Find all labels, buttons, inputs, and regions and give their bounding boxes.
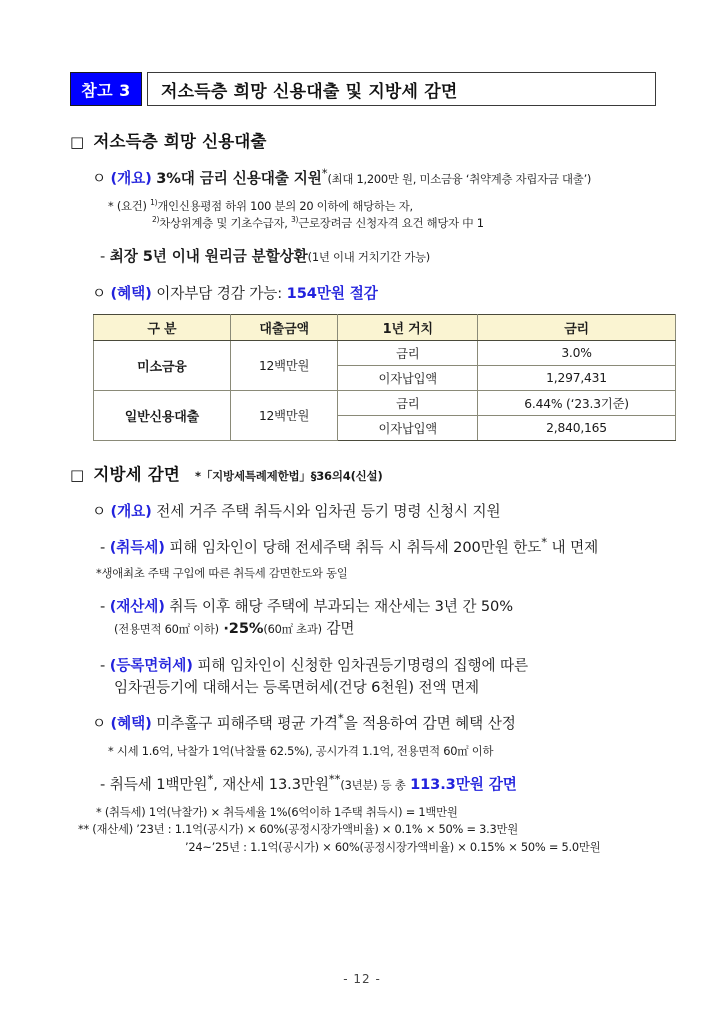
- total-text-c: (3년분) 등 총: [340, 778, 406, 793]
- section1-requirement-note-line1: [108, 198, 668, 215]
- table-cell-item-value: 2,840,165: [478, 415, 676, 440]
- total-footnote-2-text: ** (재산세) ’23년 : 1.1억(공시가) × 60%(공정시장가액비율) × 0.1% × 50% = 3.3만원: [78, 822, 518, 837]
- total-text-b: , 재산세 13.3만원: [213, 776, 329, 794]
- acquisition-tax-text-after: 내 면제: [551, 538, 599, 556]
- requirement-text-1: 개인신용평점 하위 100 분의 20 이하에 해당하는 자,: [157, 199, 413, 214]
- page-footer: [0, 972, 724, 986]
- acquisition-tax-label: (취득세): [109, 538, 165, 556]
- sup-marker-2: 2): [152, 215, 160, 225]
- section2-total: [100, 774, 670, 796]
- repayment-main: 최장 5년 이내 원리금 분할상환: [109, 248, 308, 266]
- section2-benefit-text-after: 을 적용하여 감면 혜택 산정: [343, 714, 516, 732]
- total-highlight: 113.3만원 감면: [410, 776, 517, 794]
- asterisk-marker: *: [207, 772, 214, 787]
- section2-benefit-label: (혜택): [110, 714, 152, 732]
- asterisk-marker: *: [337, 711, 344, 726]
- reference-badge: 참고 3: [70, 72, 142, 106]
- section2-overview: [92, 501, 670, 523]
- circle-bullet-icon: ㅇ: [92, 502, 106, 520]
- requirement-text-2: 차상위계층 및 기초수급자,: [159, 216, 288, 231]
- table-cell-item-value: 1,297,431: [478, 365, 676, 390]
- rate-comparison-table: [93, 314, 676, 441]
- acquisition-tax-text: 피해 임차인이 당해 전세주택 취득 시 취득세 200만원 한도: [169, 538, 542, 556]
- page-number: - 12 -: [343, 972, 381, 986]
- property-tax-line2-a: (전용면적 60㎡ 이하): [114, 622, 219, 637]
- sup-marker-3: 3): [291, 215, 299, 225]
- section-heading-local-tax: [70, 461, 724, 485]
- document-body: [0, 128, 724, 856]
- dash-bullet-icon: -: [100, 776, 106, 794]
- rate-comparison-table-wrap: [93, 314, 676, 441]
- total-footnote-1: [96, 804, 656, 821]
- section1-heading-text: 저소득층 희망 신용대출: [93, 132, 267, 151]
- acquisition-tax-note: [96, 565, 656, 582]
- table-cell-amount: 12백만원: [230, 340, 338, 390]
- table-cell-item-label: 금리: [338, 390, 478, 415]
- section1-repayment: [100, 246, 670, 268]
- title-box: [147, 72, 656, 106]
- table-cell-amount: 12백만원: [230, 390, 338, 440]
- total-footnote-1-text: * (취득세) 1억(낙찰가) × 취득세율 1%(6억이하 1주택 취득시) = 1백만원: [96, 805, 458, 820]
- table-header-gubun: 구 분: [94, 314, 231, 340]
- dash-bullet-icon: -: [100, 538, 106, 556]
- section1-requirement-note-line2: [152, 215, 712, 232]
- document-header: [70, 72, 656, 106]
- property-tax-text: 취득 이후 해당 주택에 부과되는 재산세는 3년 간 50%: [169, 598, 513, 616]
- registration-tax-line2: 임차권등기에 대해서는 등록면허세(건당 6천원) 전액 면제: [114, 678, 480, 696]
- circle-bullet-icon: ㅇ: [92, 284, 106, 302]
- table-header-defer: 1년 거치: [338, 314, 478, 340]
- repayment-paren: (1년 이내 거치기간 가능): [307, 250, 430, 265]
- square-bullet-icon: □: [70, 133, 85, 151]
- asterisk-marker: *: [541, 535, 547, 550]
- note-lead: * (요건): [108, 199, 147, 214]
- section1-benefit-highlight: 154만원 절감: [286, 284, 378, 302]
- section2-overview-label: (개요): [110, 502, 152, 520]
- section2-benefit-text: 미추홀구 피해주택 평균 가격: [156, 714, 338, 732]
- section2-benefit: [92, 713, 670, 735]
- dash-bullet-icon: -: [100, 598, 106, 616]
- section2-registration-tax: [100, 655, 670, 699]
- square-bullet-icon: □: [70, 465, 85, 484]
- table-row: [94, 340, 676, 365]
- requirement-text-3: 근로장려금 신청자격 요건 해당자 中 1: [298, 216, 484, 231]
- dash-bullet-icon: -: [100, 248, 106, 266]
- total-footnote-3: [185, 839, 724, 856]
- section1-benefit-text: 이자부담 경감 가능:: [156, 284, 283, 302]
- circle-bullet-icon: ㅇ: [92, 714, 106, 732]
- table-row: [94, 390, 676, 415]
- total-footnote-2: [78, 821, 638, 838]
- section1-overview: [92, 168, 670, 190]
- table-header-amount: 대출금액: [230, 314, 338, 340]
- property-tax-line2-b: ·25%: [223, 620, 264, 638]
- table-cell-item-label: 금리: [338, 340, 478, 365]
- property-tax-line2-c: (60㎡ 초과): [263, 622, 322, 637]
- circle-bullet-icon: ㅇ: [92, 170, 106, 187]
- section1-benefit: [92, 283, 670, 305]
- dash-bullet-icon: -: [100, 656, 106, 674]
- section2-acquisition-tax: [100, 537, 670, 559]
- property-tax-label: (재산세): [109, 598, 165, 616]
- table-header-row: [94, 314, 676, 340]
- section1-overview-paren: (최대 1,200만 원, 미소금융 ‘취약계층 자립자금 대출’): [327, 172, 592, 186]
- section-heading-credit-loan: [70, 128, 724, 152]
- total-footnote-3-text: ’24~’25년 : 1.1억(공시가) × 60%(공정시장가액비율) × 0.15% × 50% = 5.0만원: [185, 839, 601, 854]
- section1-overview-main: 3%대 금리 신용대출 지원: [156, 170, 322, 187]
- asterisk-marker: *: [321, 166, 328, 181]
- section2-benefit-note-text: * 시세 1.6억, 낙찰가 1억(낙찰률 62.5%), 공시가격 1.1억, 전용면적 60㎡ 이하: [108, 744, 494, 759]
- table-cell-item-value: 3.0%: [478, 340, 676, 365]
- section2-heading-note: *「지방세특례제한법」§36의4(신설): [195, 468, 383, 483]
- table-cell-item-label: 이자납입액: [338, 365, 478, 390]
- sup-marker-1: 1): [150, 198, 158, 208]
- table-header-rate: 금리: [478, 314, 676, 340]
- section2-property-tax: [100, 596, 670, 640]
- property-tax-line2-d: 감면: [326, 620, 355, 638]
- table-cell-category: 일반신용대출: [94, 390, 231, 440]
- double-asterisk-marker: **: [328, 772, 341, 787]
- table-cell-category: 미소금융: [94, 340, 231, 390]
- registration-tax-line1: 피해 임차인이 신청한 임차권등기명령의 집행에 따른: [197, 656, 529, 674]
- total-text-a: 취득세 1백만원: [109, 776, 208, 794]
- section2-heading-text: 지방세 감면: [93, 464, 181, 484]
- section1-benefit-label: (혜택): [110, 284, 152, 302]
- section2-benefit-note: [108, 743, 668, 760]
- section2-overview-text: 전세 거주 주택 취득시와 임차권 등기 명령 신청시 지원: [156, 502, 501, 520]
- table-cell-item-value: 6.44% (‘23.3기준): [478, 390, 676, 415]
- section1-overview-label: (개요): [110, 170, 152, 187]
- acquisition-tax-note-text: *생애최초 주택 구입에 따른 취득세 감면한도와 동일: [96, 566, 348, 581]
- page-title: 저소득층 희망 신용대출 및 지방세 감면: [161, 81, 458, 102]
- table-cell-item-label: 이자납입액: [338, 415, 478, 440]
- registration-tax-label: (등록면허세): [109, 656, 193, 674]
